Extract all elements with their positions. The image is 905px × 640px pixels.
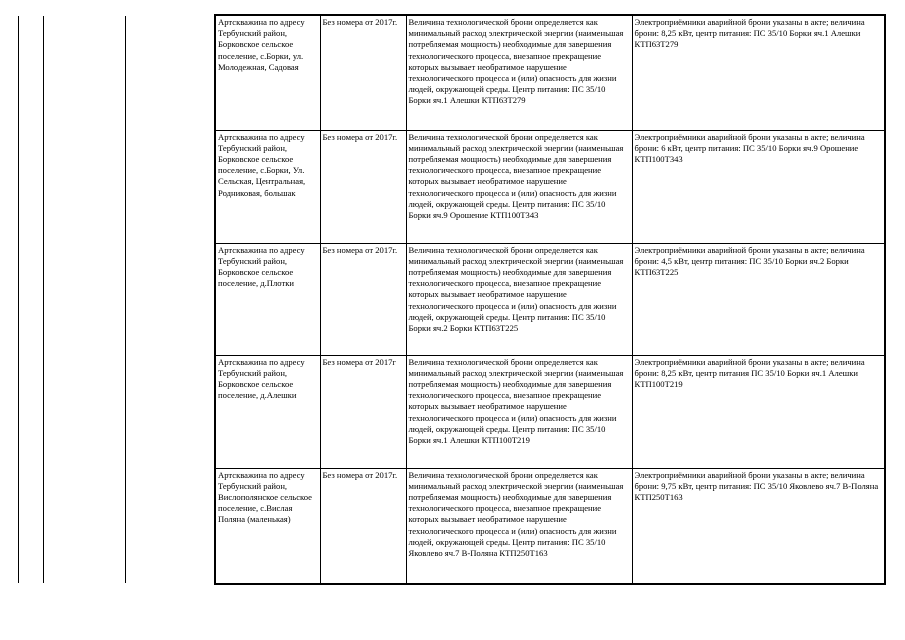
description-cell: Величина технологической брони определяется как минимальный расход электрической энергии (наименьшая потребляемая мощность) необходимые для завершения технологического процесса, внезапное прекращение которых вызывает необратимое нарушение технологического процесса и (или) опасность для жизни людей, окружающей среды. Центр питания: ПС 35/10 Борки яч.2 Борки КТП63Т225 (406, 243, 632, 355)
note-cell: Электроприёмники аварийной брони указаны в акте; величина брони: 8,25 кВт, центр питания ПС 35/10 Борки яч.1 Алешки КТП100Т219 (632, 355, 885, 468)
table-row (215, 243, 885, 355)
document-cell: Без номера от 2017г. (320, 15, 406, 130)
description-cell: Величина технологической брони определяется как минимальный расход электрической энергии (наименьшая потребляемая мощность) необходимые для завершения технологического процесса, внезапное прекращение которых вызывает необратимое нарушение технологического процесса и (или) опасность для жизни людей, окружающей среды. Центр питания: ПС 35/10 Борки яч.1 Алешки КТП63Т279 (406, 15, 632, 130)
document-cell: Без номера от 2017г. (320, 468, 406, 584)
left-margin-rule-2 (43, 16, 44, 583)
document-cell: Без номера от 2017г (320, 355, 406, 468)
table-row (215, 355, 885, 468)
note-cell: Электроприёмники аварийной брони указаны в акте; величина брони: 8,25 кВт, центр питания: ПС 35/10 Борки яч.1 Алешки КТП63Т279 (632, 15, 885, 130)
object-cell: Артскважина по адресу Тербунский район, Борковское сельское поселение, с.Борки, ул. Молодежная, Садовая (215, 15, 320, 130)
object-cell: Артскважина по адресу Тербунский район, Борковское сельское поселение, д.Алешки (215, 355, 320, 468)
description-cell: Величина технологической брони определяется как минимальный расход электрической энергии (наименьшая потребляемая мощность) необходимые для завершения технологического процесса, внезапное прекращение которых вызывает необратимое нарушение технологического процесса и (или) опасность для жизни людей, окружающей среды. Центр питания: ПС 35/10 Яковлево яч.7 В-Поляна КТП250Т163 (406, 468, 632, 584)
table-row (215, 468, 885, 584)
table-row (215, 15, 885, 130)
description-cell: Величина технологической брони определяется как минимальный расход электрической энергии (наименьшая потребляемая мощность) необходимые для завершения технологического процесса, внезапное прекращение которых вызывает необратимое нарушение технологического процесса и (или) опасность для жизни людей, окружающей среды. Центр питания: ПС 35/10 Борки яч.9 Орошение КТП100Т343 (406, 130, 632, 243)
description-cell: Величина технологической брони определяется как минимальный расход электрической энергии (наименьшая потребляемая мощность) необходимые для завершения технологического процесса, внезапное прекращение которых вызывает необратимое нарушение технологического процесса и (или) опасность для жизни людей, окружающей среды. Центр питания: ПС 35/10 Борки яч.1 Алешки КТП100Т219 (406, 355, 632, 468)
left-margin-rule-1 (18, 16, 19, 583)
document-cell: Без номера от 2017г. (320, 130, 406, 243)
note-cell: Электроприёмники аварийной брони указаны в акте; величина брони: 4,5 кВт, центр питания: ПС 35/10 Борки яч.2 Борки КТП63Т225 (632, 243, 885, 355)
left-margin-rule-3 (125, 16, 126, 583)
object-cell: Артскважина по адресу Тербунский район, Вислополянское сельское поселение, с.Вислая Поляна (маленькая) (215, 468, 320, 584)
reservation-table (214, 14, 886, 585)
document-cell: Без номера от 2017г. (320, 243, 406, 355)
object-cell: Артскважина по адресу Тербунский район, Борковское сельское поселение, с.Борки, Ул. Сельская, Центральная, Родниковая, большак (215, 130, 320, 243)
object-cell: Артскважина по адресу Тербунский район, Борковское сельское поселение, д.Плотки (215, 243, 320, 355)
table-row (215, 130, 885, 243)
note-cell: Электроприёмники аварийной брони указаны в акте; величина брони: 6 кВт, центр питания: ПС 35/10 Борки яч.9 Орошение КТП100Т343 (632, 130, 885, 243)
note-cell: Электроприёмники аварийной брони указаны в акте; величина брони: 9,75 кВт, центр питания: ПС 35/10 Яковлево яч.7 В-Поляна КТП250Т163 (632, 468, 885, 584)
